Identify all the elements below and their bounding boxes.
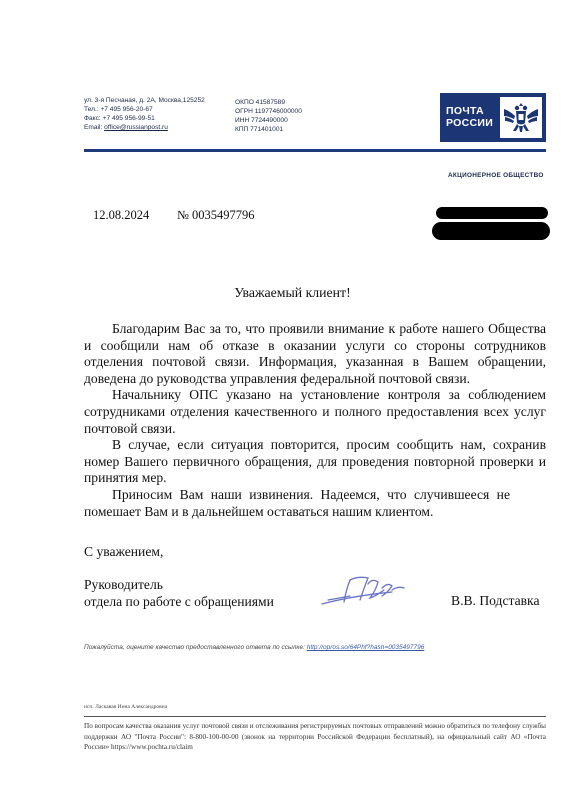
signer-position xyxy=(84,576,274,610)
survey-text: Пожалуйста, оцените качество предоставленного ответа по ссылке: xyxy=(84,644,307,651)
greeting: Уважаемый клиент! xyxy=(234,285,351,300)
header-divider xyxy=(84,149,546,152)
email-link[interactable]: office@russianpost.ru xyxy=(104,124,168,131)
body-paragraph: Начальнику ОПС указано на установление контроля за соблюдением сотрудниками отделения качественного и полного предоставления всех услуг почтовой связи. xyxy=(84,387,546,436)
survey-line xyxy=(84,644,424,651)
letter-date: 12.08.2024 xyxy=(93,208,150,222)
double-headed-eagle-icon xyxy=(500,97,542,138)
executor-note: исп. Ласкавая Инна Александровна xyxy=(84,704,168,710)
company-codes xyxy=(235,98,345,134)
redacted-recipient xyxy=(436,207,548,219)
position-line-2: отдела по работе с обращениями xyxy=(84,594,274,609)
position-line-1: Руководитель xyxy=(84,577,163,592)
company-address xyxy=(84,96,234,132)
address-line: ул. 3-я Песчаная, д. 2А, Москва,125252 xyxy=(84,97,205,104)
letter-number: № 0035497796 xyxy=(177,208,255,222)
signer-name: В.В. Подставка xyxy=(451,593,540,608)
email-label: Email: xyxy=(84,124,105,131)
logo-line-2: РОССИИ xyxy=(446,117,494,129)
okpo-code: ОКПО 41587589 xyxy=(235,99,286,106)
body-paragraph: Благодарим Вас за то, что проявили внимание к работе нашего Общества и сообщили нам об отказе в оказании услуги со стороны сотрудников отделения почтовой связи. Информация, указанная в Вашем обращении, доведена до руководства управления федеральной почтовой связи. xyxy=(84,321,546,386)
phone-line: Тел.: +7 495 956-20-67 xyxy=(84,106,153,113)
body-paragraph: Приносим Вам наши извинения. Надеемся, что случившееся не помешает Вам и в дальнейшем оставаться нашим клиентом. xyxy=(84,486,510,519)
body-paragraph: В случае, если ситуация повторится, просим сообщить нам, сохранив номер Вашего первичного обращения, для проведения повторной проверки и принятия мер. xyxy=(84,437,546,486)
redacted-recipient-line-2 xyxy=(432,222,550,240)
org-type-label: АКЦИОНЕРНОЕ ОБЩЕСТВО xyxy=(448,172,544,179)
pochta-rossii-logo xyxy=(440,93,546,142)
fax-line: Факс: +7 495 956-99-51 xyxy=(84,115,155,122)
kpp-code: КПП 771401001 xyxy=(235,126,284,133)
ogrn-code: ОГРН 1197746000000 xyxy=(235,108,302,115)
letter-body xyxy=(84,321,546,520)
handwritten-signature xyxy=(320,570,420,612)
survey-link[interactable]: http://opros.so/64Phf?hash=0035497796 xyxy=(306,644,425,651)
closing: С уважением, xyxy=(84,544,164,559)
email-line xyxy=(84,123,234,132)
footer-note: По вопросам качества оказания услуг почтовой связи и отслеживания регистрируемых почтовых отправлений можно обратиться по телефону службы поддержки АО "Почта России": 8-800-100-00-00 (звонок на территории Российской Федерации бесплатный), на официальный сайт АО «Почта России» https://www.pochta.ru/claim xyxy=(84,722,546,751)
inn-code: ИНН 7724490000 xyxy=(235,117,288,124)
footer-divider xyxy=(84,716,546,717)
logo-line-1: ПОЧТА xyxy=(446,105,484,117)
